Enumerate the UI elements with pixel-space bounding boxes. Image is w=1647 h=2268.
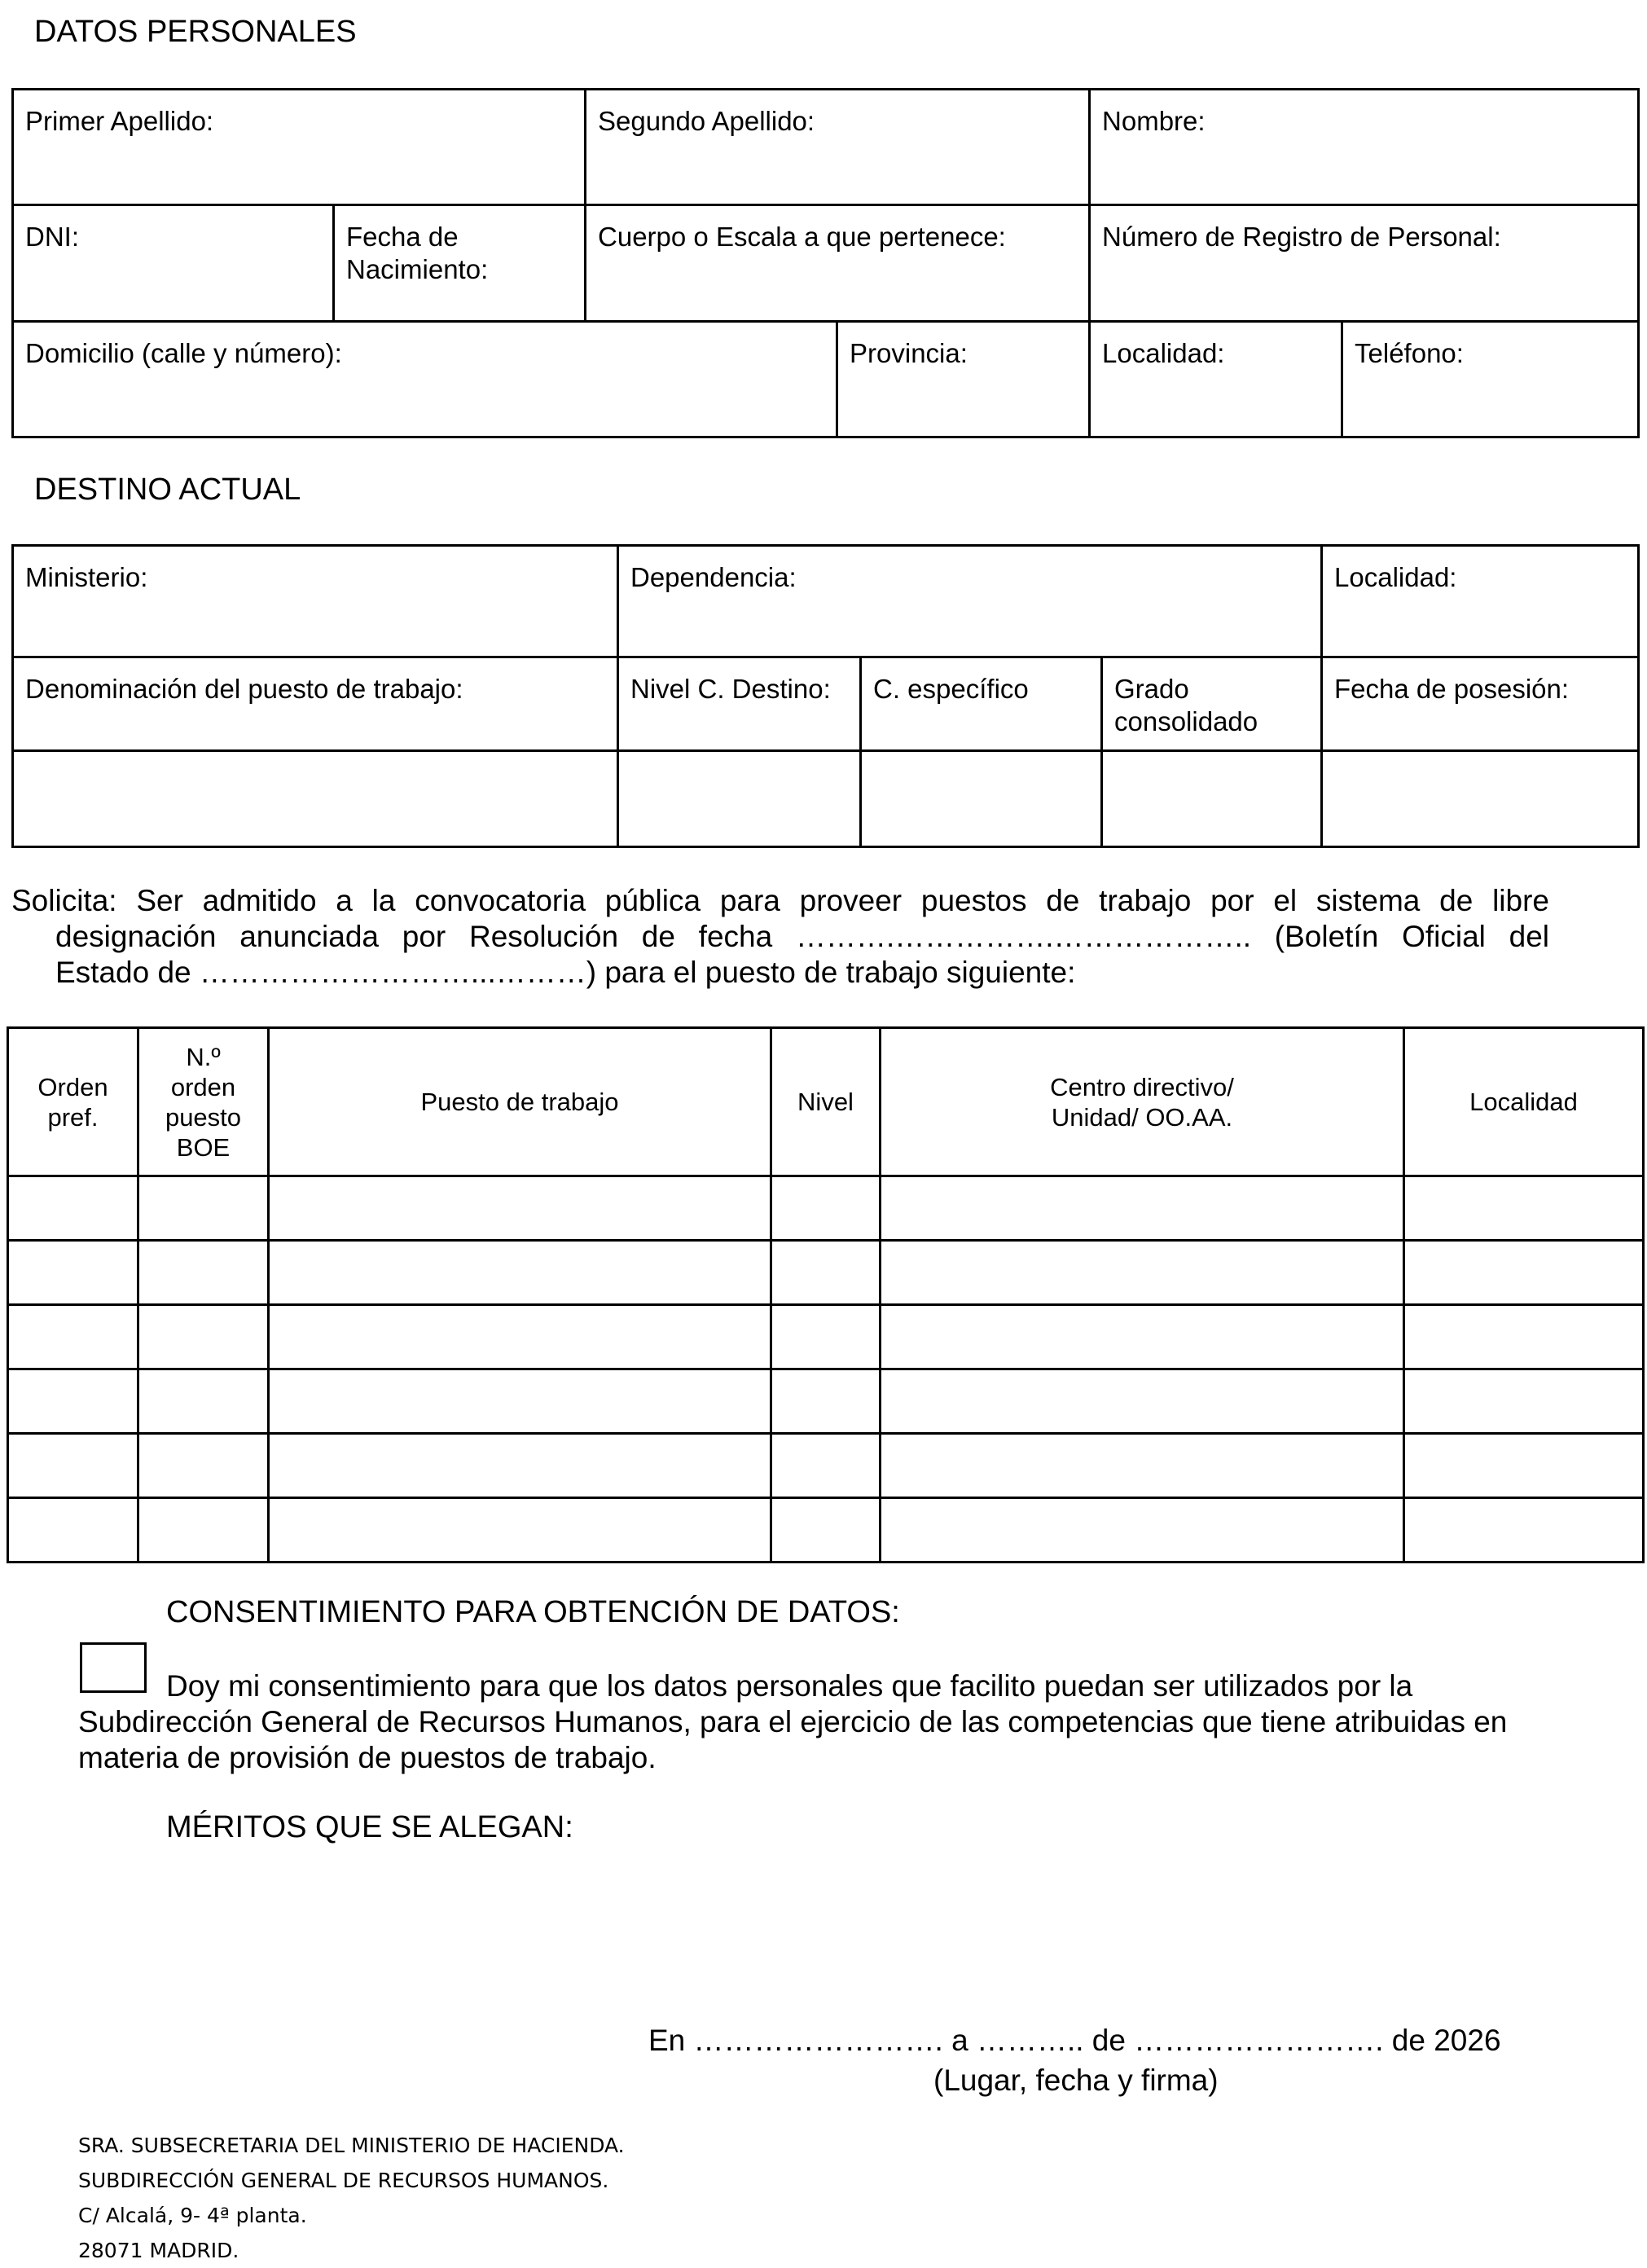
- table-cell[interactable]: [8, 1305, 138, 1369]
- ministerio-label: Ministerio:: [25, 562, 148, 592]
- nombre-field[interactable]: [1090, 90, 1639, 205]
- table-cell[interactable]: [1404, 1176, 1644, 1241]
- nivel-c-destino-input[interactable]: [618, 751, 861, 847]
- table-cell[interactable]: [8, 1369, 138, 1434]
- table-cell[interactable]: [771, 1434, 881, 1498]
- ministerio-field[interactable]: [13, 546, 618, 657]
- consentimiento-title: CONSENTIMIENTO PARA OBTENCIÓN DE DATOS:: [166, 1595, 900, 1629]
- consent-line-1: Doy mi consentimiento para que los datos personales que facilito puedan ser utilizados por la: [166, 1669, 1413, 1703]
- table-cell[interactable]: [771, 1369, 881, 1434]
- provincia-field[interactable]: [837, 322, 1090, 437]
- segundo-apellido-field[interactable]: [586, 90, 1090, 205]
- nrp-label: Número de Registro de Personal:: [1102, 222, 1501, 252]
- denominacion-input[interactable]: [13, 751, 618, 847]
- table-row: [8, 1369, 1644, 1434]
- puestos-table: [7, 1026, 1645, 1563]
- nivel-c-destino-label: Nivel C. Destino:: [630, 674, 831, 704]
- table-cell[interactable]: [8, 1241, 138, 1305]
- localidad-field[interactable]: [1090, 322, 1342, 437]
- fecha-posesion-header: [1322, 657, 1639, 751]
- destino-localidad-field[interactable]: [1322, 546, 1639, 657]
- table-cell[interactable]: [269, 1176, 771, 1241]
- header-puesto-trabajo: Puesto de trabajo: [269, 1028, 771, 1176]
- solicita-line-1: Solicita: Ser admitido a la convocatoria pública para proveer puestos de trabajo por el sistema de libre: [11, 884, 1549, 917]
- firma-caption: (Lugar, fecha y firma): [933, 2064, 1219, 2097]
- segundo-apellido-label: Segundo Apellido:: [598, 106, 815, 136]
- grado-consolidado-input[interactable]: [1102, 751, 1322, 847]
- c-especifico-label: C. específico: [873, 674, 1029, 704]
- table-row: [8, 1434, 1644, 1498]
- table-row: [8, 1498, 1644, 1563]
- dependencia-field[interactable]: [618, 546, 1322, 657]
- table-cell[interactable]: [1404, 1498, 1644, 1563]
- primer-apellido-field[interactable]: [13, 90, 586, 205]
- table-cell[interactable]: [8, 1176, 138, 1241]
- footer-address: [78, 2128, 625, 2268]
- fecha-nacimiento-field[interactable]: [334, 205, 586, 322]
- table-cell[interactable]: [269, 1369, 771, 1434]
- solicita-line-3: Estado de ………………………...………) para el puesto de trabajo siguiente:: [55, 956, 1076, 989]
- primer-apellido-label: Primer Apellido:: [25, 106, 214, 136]
- table-cell[interactable]: [1404, 1305, 1644, 1369]
- denominacion-label: Denominación del puesto de trabajo:: [25, 674, 463, 704]
- firma-line: En ……………………. a ……….. de ……………………. de 2026: [648, 2024, 1501, 2057]
- table-cell[interactable]: [881, 1434, 1404, 1498]
- table-cell[interactable]: [771, 1305, 881, 1369]
- nrp-field[interactable]: [1090, 205, 1639, 322]
- grado-consolidado-label: Grado consolidado: [1114, 674, 1258, 736]
- table-row: [8, 1176, 1644, 1241]
- table-cell[interactable]: [881, 1305, 1404, 1369]
- dni-field[interactable]: [13, 205, 334, 322]
- grado-consolidado-header: [1102, 657, 1322, 751]
- domicilio-field[interactable]: [13, 322, 837, 437]
- cuerpo-escala-field[interactable]: [586, 205, 1090, 322]
- table-cell[interactable]: [881, 1176, 1404, 1241]
- footer-line-2: SUBDIRECCIÓN GENERAL DE RECURSOS HUMANOS.: [78, 2169, 609, 2192]
- table-cell[interactable]: [138, 1305, 269, 1369]
- table-cell[interactable]: [269, 1498, 771, 1563]
- table-cell[interactable]: [269, 1434, 771, 1498]
- header-nivel: Nivel: [771, 1028, 881, 1176]
- table-cell[interactable]: [138, 1241, 269, 1305]
- table-cell[interactable]: [771, 1241, 881, 1305]
- table-cell[interactable]: [771, 1498, 881, 1563]
- table-cell[interactable]: [138, 1498, 269, 1563]
- nivel-c-destino-header: [618, 657, 861, 751]
- table-cell[interactable]: [1404, 1434, 1644, 1498]
- table-row: [8, 1305, 1644, 1369]
- section-title-datos-personales: DATOS PERSONALES: [34, 15, 357, 49]
- header-localidad: Localidad: [1404, 1028, 1644, 1176]
- meritos-title: MÉRITOS QUE SE ALEGAN:: [166, 1810, 573, 1844]
- destino-actual-table: [11, 544, 1640, 848]
- nombre-label: Nombre:: [1102, 106, 1206, 136]
- table-cell[interactable]: [8, 1434, 138, 1498]
- provincia-label: Provincia:: [850, 338, 968, 368]
- table-cell[interactable]: [8, 1498, 138, 1563]
- table-row: [8, 1241, 1644, 1305]
- dependencia-label: Dependencia:: [630, 562, 797, 592]
- solicita-paragraph: [11, 883, 1549, 997]
- dni-label: DNI:: [25, 222, 79, 252]
- table-cell[interactable]: [771, 1176, 881, 1241]
- fecha-nacimiento-label: Fecha de Nacimiento:: [346, 222, 489, 284]
- table-cell[interactable]: [881, 1498, 1404, 1563]
- datos-personales-table: [11, 88, 1640, 438]
- footer-line-1: SRA. SUBSECRETARIA DEL MINISTERIO DE HACIENDA.: [78, 2134, 625, 2157]
- c-especifico-header: [861, 657, 1102, 751]
- table-cell[interactable]: [138, 1176, 269, 1241]
- telefono-label: Teléfono:: [1355, 338, 1464, 368]
- consent-line-3: materia de provisión de puestos de trabajo.: [78, 1741, 657, 1774]
- c-especifico-input[interactable]: [861, 751, 1102, 847]
- section-title-destino-actual: DESTINO ACTUAL: [34, 472, 301, 507]
- header-centro-directivo: Centro directivo/ Unidad/ OO.AA.: [881, 1028, 1404, 1176]
- table-cell[interactable]: [1404, 1369, 1644, 1434]
- table-cell[interactable]: [269, 1241, 771, 1305]
- footer-line-4: 28071 MADRID.: [78, 2239, 239, 2262]
- table-cell[interactable]: [138, 1369, 269, 1434]
- table-cell[interactable]: [138, 1434, 269, 1498]
- footer-line-3: C/ Alcalá, 9- 4ª planta.: [78, 2204, 307, 2227]
- consent-line-2: Subdirección General de Recursos Humanos, para el ejercicio de las competencias que tiene atribuidas en: [78, 1705, 1508, 1738]
- localidad-label: Localidad:: [1102, 338, 1225, 368]
- fecha-posesion-label: Fecha de posesión:: [1334, 674, 1570, 704]
- table-cell[interactable]: [881, 1241, 1404, 1305]
- domicilio-label: Domicilio (calle y número):: [25, 338, 342, 368]
- denominacion-header: [13, 657, 618, 751]
- header-numero-orden-boe: N.º orden puesto BOE: [138, 1028, 269, 1176]
- table-cell[interactable]: [881, 1369, 1404, 1434]
- telefono-field[interactable]: [1342, 322, 1639, 437]
- table-cell[interactable]: [1404, 1241, 1644, 1305]
- cuerpo-escala-label: Cuerpo o Escala a que pertenece:: [598, 222, 1006, 252]
- table-cell[interactable]: [269, 1305, 771, 1369]
- header-orden-pref: Orden pref.: [8, 1028, 138, 1176]
- consent-text: [78, 1668, 1642, 1776]
- fecha-posesion-input[interactable]: [1322, 751, 1639, 847]
- solicita-line-2: designación anunciada por Resolución de fecha ……….…………….……………….. (Boletín Oficial del: [55, 920, 1549, 953]
- destino-localidad-label: Localidad:: [1334, 562, 1457, 592]
